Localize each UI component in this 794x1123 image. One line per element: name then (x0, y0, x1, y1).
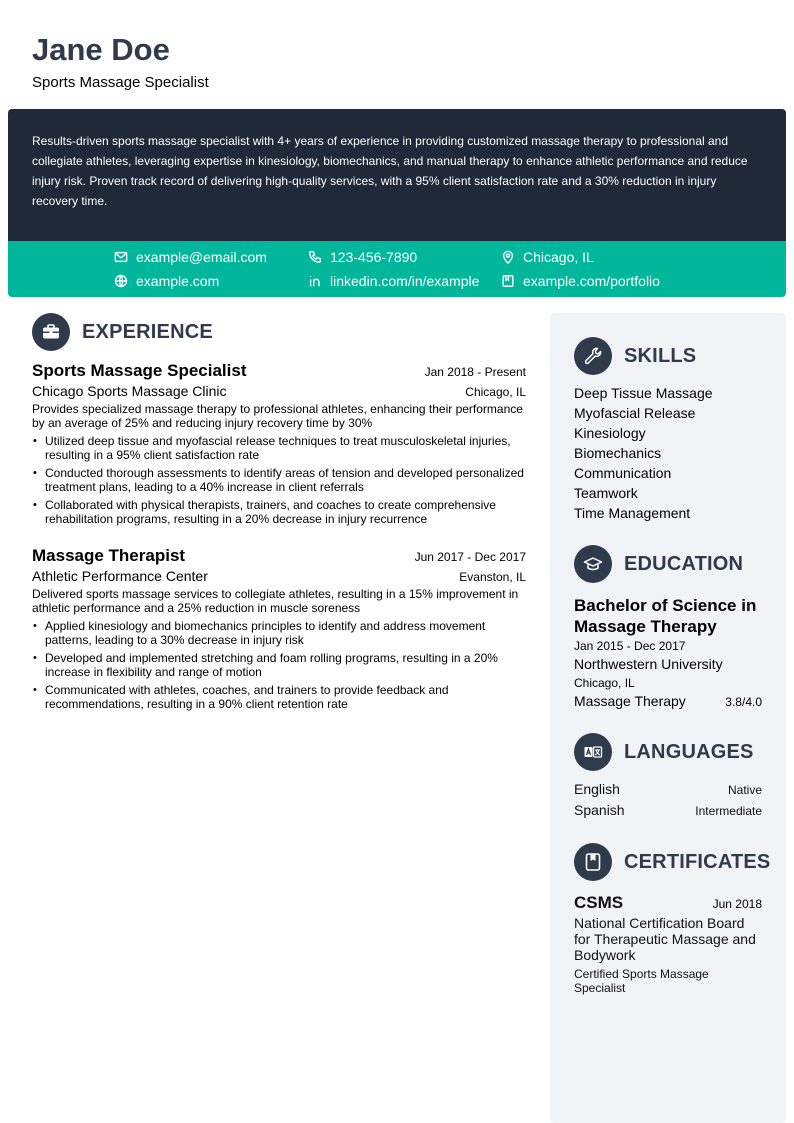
certificates-section (574, 843, 771, 995)
education-title: EDUCATION (624, 552, 744, 575)
language-name: Spanish (574, 802, 625, 818)
education-section (574, 545, 762, 711)
skill-item: Myofascial Release (574, 405, 696, 421)
education-dates: Jan 2015 - Dec 2017 (574, 639, 686, 653)
job-bullet: • Applied kinesiology and biomechanics principles to identify and address movement patterns, leading to a 30% decrease in injury risk (32, 619, 526, 647)
sidebar (550, 313, 786, 1123)
contact-website[interactable] (114, 271, 219, 291)
job-bullets (32, 619, 526, 711)
contact-email[interactable] (114, 247, 267, 267)
job-entry (32, 546, 526, 711)
experience-title: EXPERIENCE (82, 320, 213, 343)
certificates-title: CERTIFICATES (624, 850, 771, 873)
linkedin-icon (308, 274, 322, 288)
language-row (574, 800, 762, 821)
candidate-title: Sports Massage Specialist (32, 74, 209, 91)
job-bullet: • Collaborated with physical therapists, trainers, and coaches to create comprehensive rehabilitation programs, resulting in a 20% decrease in injury recurrence (32, 498, 526, 526)
graduation-cap-icon (574, 545, 612, 583)
skills-section (574, 337, 762, 523)
job-location: Chicago, IL (465, 385, 526, 399)
globe-icon (114, 274, 128, 288)
summary-text: Results-driven sports massage specialist with 4+ years of experience in providing customized massage therapy to professional and collegiate athletes, leveraging expertise in kinesiology, biomechanics, and manual therapy to enhance athletic performance and reduce injury risk. Proven track record of delivering high-quality services, with a 95% client satisfaction rate and a 30% reduction in injury recovery time. (32, 134, 748, 208)
website-text: example.com (136, 273, 220, 289)
languages-title: LANGUAGES (624, 740, 754, 763)
phone-icon (308, 250, 322, 264)
contact-portfolio[interactable] (501, 271, 660, 291)
experience-section (32, 313, 526, 715)
school-name: Northwestern University (574, 656, 723, 672)
school-location: Chicago, IL (574, 676, 635, 690)
mail-icon (114, 250, 128, 264)
skill-item: Deep Tissue Massage (574, 385, 713, 401)
bookmark-book-icon (574, 843, 612, 881)
phone-text: 123-456-7890 (330, 249, 418, 265)
linkedin-text: linkedin.com/in/example (330, 273, 480, 289)
email-text: example@email.com (136, 249, 267, 265)
wrench-icon (574, 337, 612, 375)
contact-location (501, 247, 594, 267)
skill-item: Time Management (574, 505, 691, 521)
contact-phone[interactable] (308, 247, 417, 267)
summary-panel (8, 109, 786, 241)
skill-item: Biomechanics (574, 445, 662, 461)
skill-item: Kinesiology (574, 425, 646, 441)
job-bullets (32, 434, 526, 526)
job-dates: Jun 2017 - Dec 2017 (414, 550, 526, 564)
portfolio-text: example.com/portfolio (523, 273, 660, 289)
language-name: English (574, 781, 620, 797)
portfolio-icon (501, 274, 515, 288)
candidate-name: Jane Doe (32, 32, 170, 67)
job-bullet: • Conducted thorough assessments to identify areas of tension and developed personalized treatment plans, leading to a 40% increase in client referrals (32, 466, 526, 494)
contact-bar (8, 241, 786, 297)
job-title: Sports Massage Specialist (32, 361, 247, 380)
certificates-header (574, 843, 771, 881)
job-location: Evanston, IL (459, 570, 526, 584)
certificate-organization: National Certification Board for Therapeutic Massage and Bodywork (574, 915, 756, 963)
job-bullet: • Communicated with athletes, coaches, and trainers to provide feedback and recommendations, resulting in a 90% client retention rate (32, 683, 526, 711)
job-description: Provides specialized massage therapy to professional athletes, enhancing their performance by an average of 25% and reducing injury recovery time by 30% (32, 402, 523, 430)
job-bullet: • Developed and implemented stretching and foam rolling programs, resulting in a 20% increase in flexibility and range of motion (32, 651, 526, 679)
degree-name: Bachelor of Science in Massage Therapy (574, 596, 757, 636)
resume-header (32, 30, 209, 91)
certificate-description: Certified Sports Massage Specialist (574, 967, 709, 995)
language-level: Native (727, 783, 762, 797)
field-of-study: Massage Therapy (574, 693, 686, 709)
job-bullet: • Utilized deep tissue and myofascial release techniques to treat musculoskeletal injuries, resulting in a 95% client satisfaction rate (32, 434, 526, 462)
location-text: Chicago, IL (523, 249, 594, 265)
job-company: Athletic Performance Center (32, 568, 208, 584)
experience-header (32, 313, 526, 351)
job-title: Massage Therapist (32, 546, 186, 565)
gpa: 3.8/4.0 (725, 695, 762, 709)
map-pin-icon (501, 250, 515, 264)
certificate-name: CSMS (574, 893, 624, 912)
contact-linkedin[interactable] (308, 271, 479, 291)
skill-item: Teamwork (574, 485, 638, 501)
languages-header (574, 733, 762, 771)
job-company: Chicago Sports Massage Clinic (32, 383, 227, 399)
language-level: Intermediate (695, 804, 762, 818)
job-entry (32, 361, 526, 526)
briefcase-icon (32, 313, 70, 351)
language-row (574, 779, 762, 800)
translate-icon (574, 733, 612, 771)
education-header (574, 545, 762, 583)
job-description: Delivered sports massage services to collegiate athletes, resulting in a 15% improvement in athletic performance and a 25% reduction in muscle soreness (32, 587, 519, 615)
certificate-date: Jun 2018 (712, 897, 762, 911)
languages-section (574, 733, 762, 821)
skill-item: Communication (574, 465, 672, 481)
job-dates: Jan 2018 - Present (424, 365, 526, 379)
skills-title: SKILLS (624, 344, 697, 367)
skills-header (574, 337, 762, 375)
